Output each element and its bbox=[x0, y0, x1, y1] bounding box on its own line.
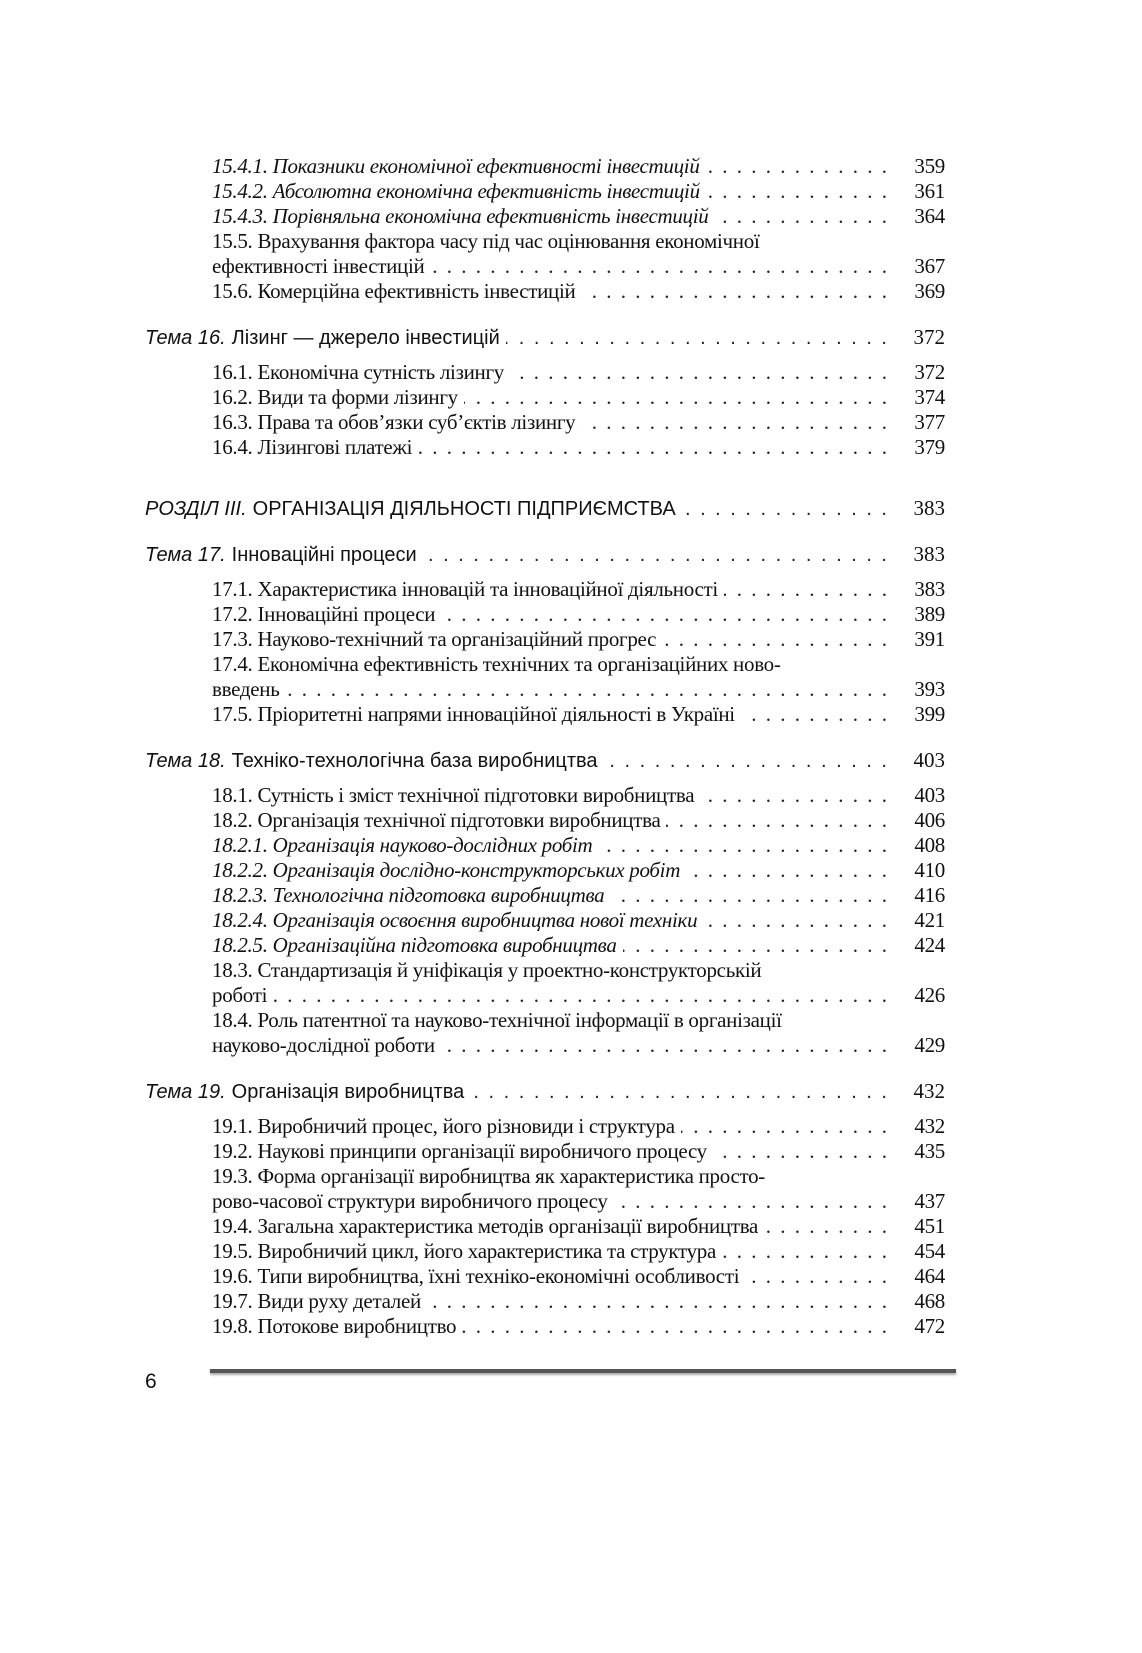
toc-title: 19.7. Види руху деталей bbox=[212, 1289, 421, 1313]
toc-entry bbox=[145, 435, 945, 460]
toc-page: 359 bbox=[914, 154, 945, 178]
footer-rule bbox=[210, 1369, 956, 1373]
toc-title: 19.4. Загальна характеристика методів організації виробництва bbox=[212, 1214, 759, 1238]
dot-leader bbox=[506, 326, 889, 351]
toc-page: 435 bbox=[914, 1139, 945, 1163]
toc-page: 416 bbox=[914, 883, 945, 907]
toc-page: 372 bbox=[913, 325, 945, 349]
toc-entry bbox=[145, 908, 945, 933]
toc-title: 19.5. Виробничий цикл, його характеристика та структура bbox=[212, 1239, 717, 1263]
toc-title: 17.1. Характеристика інновацій та інноваційної діяльності bbox=[212, 577, 718, 601]
dot-leader bbox=[686, 858, 889, 883]
toc-entry bbox=[145, 1314, 945, 1339]
toc-page: 472 bbox=[914, 1314, 945, 1338]
toc-entry bbox=[145, 602, 945, 627]
toc-page: 379 bbox=[914, 435, 945, 459]
page-number: 6 bbox=[145, 1370, 157, 1393]
toc-page: 429 bbox=[914, 1033, 945, 1057]
dot-leader bbox=[715, 204, 890, 229]
dot-leader bbox=[441, 1033, 889, 1058]
dot-leader bbox=[470, 1080, 889, 1105]
toc-entry bbox=[145, 677, 945, 702]
toc-title: введень bbox=[212, 677, 280, 701]
toc-page: 403 bbox=[913, 748, 945, 772]
toc-page: 374 bbox=[914, 385, 945, 409]
toc-page: 410 bbox=[914, 858, 945, 882]
dot-leader bbox=[610, 883, 889, 908]
toc-title: Інноваційні процеси bbox=[231, 544, 417, 566]
toc-entry bbox=[145, 1264, 945, 1289]
toc-page: 454 bbox=[914, 1239, 945, 1263]
toc-page: 383 bbox=[914, 577, 945, 601]
dot-leader bbox=[745, 1264, 889, 1289]
toc-title: 18.2.1. Організація науково-дослідних робіт bbox=[212, 833, 593, 857]
toc-page: 372 bbox=[914, 360, 945, 384]
toc-title: 18.2.4. Організація освоєння виробництва нової техніки bbox=[212, 908, 698, 932]
toc-title: 15.4.1. Показники економічної ефективності інвестицій bbox=[212, 154, 700, 178]
toc-title: 17.5. Пріоритетні напрями інноваційної діяльності в Україні bbox=[212, 702, 735, 726]
toc-entry bbox=[145, 833, 945, 858]
toc-page: 437 bbox=[914, 1189, 945, 1213]
dot-leader bbox=[623, 933, 889, 958]
dot-leader bbox=[681, 1114, 889, 1139]
toc-page: 432 bbox=[913, 1079, 945, 1103]
toc-entry bbox=[145, 933, 945, 958]
toc-title: 15.4.2. Абсолютна економічна ефективність інвестицій bbox=[212, 179, 700, 203]
toc-entry bbox=[145, 1008, 945, 1033]
dot-leader bbox=[464, 385, 889, 410]
toc-page: 421 bbox=[914, 908, 945, 932]
toc-title: 18.2.5. Організаційна підготовка виробництва bbox=[212, 933, 617, 957]
toc-topic bbox=[145, 542, 945, 567]
toc-topic bbox=[145, 325, 945, 350]
toc-page: 408 bbox=[914, 833, 945, 857]
toc-page: 468 bbox=[914, 1289, 945, 1313]
toc-entry bbox=[145, 1239, 945, 1264]
toc-page: 377 bbox=[914, 410, 945, 434]
toc-title: 18.2.3. Технологічна підготовка виробництва bbox=[212, 883, 605, 907]
toc-label: Тема 18. bbox=[145, 750, 226, 772]
toc-title: 18.2.2. Організація дослідно-конструкторських робіт bbox=[212, 858, 681, 882]
toc-label: Тема 19. bbox=[145, 1081, 226, 1103]
toc-entry bbox=[145, 702, 945, 727]
dot-leader bbox=[700, 783, 889, 808]
toc-page: 367 bbox=[914, 254, 945, 278]
toc-page: 399 bbox=[914, 702, 945, 726]
dot-leader bbox=[418, 435, 889, 460]
toc-entry bbox=[145, 808, 945, 833]
toc-entry bbox=[145, 1114, 945, 1139]
dot-leader bbox=[724, 577, 889, 602]
dot-leader bbox=[682, 497, 889, 522]
toc-entry bbox=[145, 983, 945, 1008]
dot-leader bbox=[764, 1214, 889, 1239]
dot-leader bbox=[430, 254, 889, 279]
toc-entry bbox=[145, 627, 945, 652]
toc-entry bbox=[145, 883, 945, 908]
toc-page: 383 bbox=[913, 496, 945, 520]
toc-title: роботі bbox=[212, 983, 268, 1007]
toc-title: 19.8. Потокове виробництво bbox=[212, 1314, 457, 1338]
toc-title: 16.1. Економічна сутність лізингу bbox=[212, 360, 504, 384]
toc-page: 383 bbox=[913, 542, 945, 566]
dot-leader bbox=[706, 179, 889, 204]
toc-title: науково-дослідної роботи bbox=[212, 1033, 435, 1057]
dot-leader bbox=[427, 1289, 889, 1314]
toc-entry bbox=[145, 652, 945, 677]
toc-entry bbox=[145, 229, 945, 254]
toc-entry bbox=[145, 154, 945, 179]
toc-title: 17.3. Науково-технічний та організаційний прогрес bbox=[212, 627, 657, 651]
dot-leader bbox=[722, 1239, 889, 1264]
toc-title: 18.1. Сутність і зміст технічної підготовки виробництва bbox=[212, 783, 695, 807]
toc-title: 15.4.3. Порівняльна економічна ефективність інвестицій bbox=[212, 204, 709, 228]
toc-topic bbox=[145, 1079, 945, 1104]
toc-entry bbox=[145, 360, 945, 385]
toc-title: 18.4. Роль патентної та науково-технічної інформації в організації bbox=[212, 1008, 782, 1032]
table-of-contents bbox=[145, 154, 945, 1339]
toc-page: 369 bbox=[914, 279, 945, 303]
toc-page: 451 bbox=[914, 1214, 945, 1238]
dot-leader bbox=[741, 702, 889, 727]
toc-title: Техніко-технологічна база виробництва bbox=[231, 750, 598, 772]
toc-entry bbox=[145, 1164, 945, 1189]
toc-title: 18.2. Організація технічної підготовки виробництва bbox=[212, 808, 661, 832]
dot-leader bbox=[666, 808, 889, 833]
toc-title: 16.3. Права та обов’язки суб’єктів лізингу bbox=[212, 410, 576, 434]
toc-entry bbox=[145, 410, 945, 435]
toc-title: 17.2. Інноваційні процеси bbox=[212, 602, 436, 626]
dot-leader bbox=[273, 983, 889, 1008]
dot-leader bbox=[614, 1189, 889, 1214]
toc-title: рово-часової структури виробничого процесу bbox=[212, 1189, 608, 1213]
dot-leader bbox=[713, 1139, 889, 1164]
toc-topic bbox=[145, 748, 945, 773]
toc-section bbox=[145, 496, 945, 521]
toc-label: РОЗДІЛ III. bbox=[145, 498, 247, 520]
toc-entry bbox=[145, 179, 945, 204]
toc-title: 19.2. Наукові принципи організації виробничого процесу bbox=[212, 1139, 707, 1163]
dot-leader bbox=[703, 908, 889, 933]
toc-entry bbox=[145, 577, 945, 602]
toc-entry bbox=[145, 279, 945, 304]
toc-title: Лізинг — джерело інвестицій bbox=[231, 327, 500, 349]
toc-title: Організація виробництва bbox=[231, 1081, 465, 1103]
toc-label: Тема 16. bbox=[145, 327, 226, 349]
toc-entry bbox=[145, 204, 945, 229]
toc-entry bbox=[145, 858, 945, 883]
toc-title: ОРГАНІЗАЦІЯ ДІЯЛЬНОСТІ ПІДПРИЄМСТВА bbox=[252, 498, 676, 520]
toc-entry bbox=[145, 1214, 945, 1239]
dot-leader bbox=[604, 749, 889, 774]
dot-leader bbox=[706, 154, 889, 179]
toc-title: 16.4. Лізингові платежі bbox=[212, 435, 413, 459]
toc-title: 16.2. Види та форми лізингу bbox=[212, 385, 458, 409]
toc-title: 19.1. Виробничий процес, його різновиди і структура bbox=[212, 1114, 675, 1138]
toc-page: 393 bbox=[914, 677, 945, 701]
toc-title: 15.5. Врахування фактора часу під час оцінювання економічної bbox=[212, 229, 760, 253]
dot-leader bbox=[598, 833, 889, 858]
dot-leader bbox=[285, 677, 889, 702]
toc-entry bbox=[145, 958, 945, 983]
toc-page: 389 bbox=[914, 602, 945, 626]
dot-leader bbox=[662, 627, 889, 652]
toc-entry bbox=[145, 254, 945, 279]
dot-leader bbox=[462, 1314, 889, 1339]
toc-page: 364 bbox=[914, 204, 945, 228]
toc-page: 391 bbox=[914, 627, 945, 651]
toc-page: 424 bbox=[914, 933, 945, 957]
dot-leader bbox=[581, 279, 889, 304]
toc-page: 426 bbox=[914, 983, 945, 1007]
toc-entry bbox=[145, 1289, 945, 1314]
toc-entry bbox=[145, 1189, 945, 1214]
toc-title: ефективності інвестицій bbox=[212, 254, 425, 278]
toc-title: 19.3. Форма організації виробництва як характеристика просто- bbox=[212, 1164, 765, 1188]
toc-title: 17.4. Економічна ефективність технічних та організаційних ново- bbox=[212, 652, 781, 676]
toc-entry bbox=[145, 1139, 945, 1164]
dot-leader bbox=[581, 410, 889, 435]
toc-page: 403 bbox=[914, 783, 945, 807]
toc-title: 18.3. Стандартизація й уніфікація у проектно-конструкторській bbox=[212, 958, 762, 982]
toc-page: 464 bbox=[914, 1264, 945, 1288]
toc-entry bbox=[145, 385, 945, 410]
toc-label: Тема 17. bbox=[145, 544, 226, 566]
toc-page: 406 bbox=[914, 808, 945, 832]
toc-entry bbox=[145, 783, 945, 808]
dot-leader bbox=[441, 602, 889, 627]
toc-page: 432 bbox=[914, 1114, 945, 1138]
toc-title: 15.6. Комерційна ефективність інвестицій bbox=[212, 279, 576, 303]
dot-leader bbox=[423, 543, 889, 568]
dot-leader bbox=[510, 360, 889, 385]
toc-entry bbox=[145, 1033, 945, 1058]
toc-page: 361 bbox=[914, 179, 945, 203]
toc-title: 19.6. Типи виробництва, їхні техніко-економічні особливості bbox=[212, 1264, 740, 1288]
